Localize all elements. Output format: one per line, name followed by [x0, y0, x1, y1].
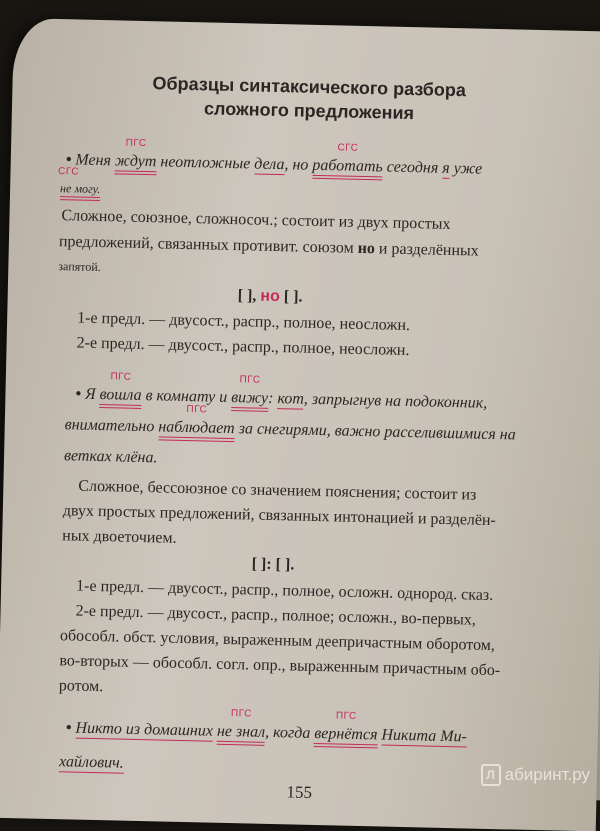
text: :	[267, 389, 274, 407]
text: Я	[84, 385, 96, 403]
subject-phrase	[75, 720, 213, 742]
subject-word	[277, 390, 304, 410]
sgs-tag: СГС	[57, 166, 80, 178]
example1-desc-line2	[59, 233, 479, 261]
page-number: 155	[286, 782, 313, 802]
example2-analysis4: во-вторых — обособл. согл. опр., выраженным причастным обо-	[59, 652, 501, 680]
word: вижу	[230, 389, 269, 407]
example2-analysis3: обособл. обст. условия, выраженным деепричастным оборотом,	[59, 627, 496, 655]
text: в комнату и	[145, 387, 228, 406]
example2-sentence-line3: ветках клёна.	[63, 447, 158, 467]
text: уже	[453, 160, 483, 178]
conjunction: но	[357, 239, 376, 258]
watermark	[481, 764, 590, 786]
word: вошла	[99, 386, 142, 404]
bullet: •	[65, 151, 72, 169]
text: за снегирями, важно расселившимися на	[238, 420, 516, 444]
predicate-word	[158, 404, 235, 442]
pgs-tag: ПГС	[230, 708, 252, 720]
predicate-word	[312, 142, 383, 181]
subject-phrase	[381, 727, 467, 748]
predicate-word	[114, 137, 157, 175]
text: , запрыгнув на подоконник,	[303, 390, 488, 412]
word: Никто из домашних	[75, 719, 214, 740]
text: сегодня	[386, 158, 439, 177]
pgs-tag: ПГС	[239, 374, 261, 386]
sgs-tag: СГС	[337, 142, 359, 154]
predicate-word	[216, 708, 266, 746]
text: предложений, связанных противит. союзом	[58, 233, 354, 257]
word: Никита Ми-	[381, 726, 468, 746]
text: Меня	[75, 151, 112, 170]
predicate-word	[314, 710, 378, 748]
text: внимательно	[64, 416, 155, 436]
example1-sentence-line2	[57, 166, 101, 201]
word: вернётся	[314, 724, 378, 744]
subject-phrase	[59, 753, 124, 773]
example2-sentence-line1	[75, 371, 488, 416]
watermark-text: абиринт.ру	[504, 765, 590, 784]
word: не могу.	[59, 181, 101, 197]
pgs-tag: ПГС	[125, 137, 147, 150]
bullet: •	[65, 719, 72, 737]
example2-analysis5: ротом.	[58, 677, 104, 696]
example1-analysis2: 2-е предл. — двусост., распр., полное, неосложн.	[76, 334, 410, 360]
example1-scheme	[238, 287, 303, 306]
example1-sentence-line1	[65, 137, 483, 182]
example2-analysis2: 2-е предл. — двусост., распр., полное; осложн., во-первых,	[75, 602, 477, 629]
example1-desc-line3: запятой.	[58, 259, 101, 275]
word: дела	[254, 155, 285, 174]
pgs-tag: ПГС	[186, 404, 208, 416]
text: , но	[284, 156, 309, 174]
scheme-part: [ ],	[237, 287, 257, 305]
pgs-tag: ПГС	[110, 371, 132, 383]
scheme-conjunction: но	[260, 287, 281, 306]
labirint-logo-icon: Л	[481, 764, 501, 786]
example2-desc-line2: двух простых предложений, связанных интонацией и разделён-	[62, 502, 497, 530]
word: я	[442, 159, 450, 177]
example2-scheme: [ ]: [ ].	[251, 555, 295, 574]
text: неотложные	[160, 153, 251, 173]
example1-analysis1: 1-е предл. — двусост., распр., полное, неосложн.	[77, 309, 411, 335]
section-subtitle: сложного предложения	[203, 98, 415, 124]
word: работать	[312, 156, 383, 176]
example2-desc-line1: Сложное, бессоюзное со значением пояснения; состоит из	[78, 477, 477, 504]
word: хайлович.	[58, 753, 124, 772]
word: не знал	[216, 722, 266, 741]
predicate-word	[57, 166, 101, 201]
section-title: Образцы синтаксического разбора	[152, 73, 467, 101]
example3-sentence-line2	[59, 753, 124, 773]
text: , когда	[264, 723, 311, 742]
bullet: •	[75, 385, 82, 403]
example3-sentence-line1	[65, 708, 468, 750]
scheme-part: [ ].	[283, 288, 303, 306]
subject-word	[254, 155, 285, 175]
word: кот	[277, 390, 305, 408]
predicate-word	[99, 371, 142, 409]
example2-sentence-line2	[64, 404, 516, 448]
example2-analysis1: 1-е предл. — двусост., распр., полное, осложн. однород. сказ.	[75, 577, 494, 605]
example1-desc-line1: Сложное, союзное, сложносоч.; состоит из двух простых	[61, 207, 451, 233]
word: ждут	[114, 152, 157, 171]
text: и разделённых	[378, 240, 479, 260]
subject-word	[442, 160, 450, 179]
book-page	[0, 18, 600, 831]
word: наблюдает	[158, 418, 235, 438]
example2-desc-line3: ных двоеточием.	[62, 527, 177, 547]
pgs-tag: ПГС	[335, 710, 357, 722]
predicate-word	[230, 374, 269, 412]
